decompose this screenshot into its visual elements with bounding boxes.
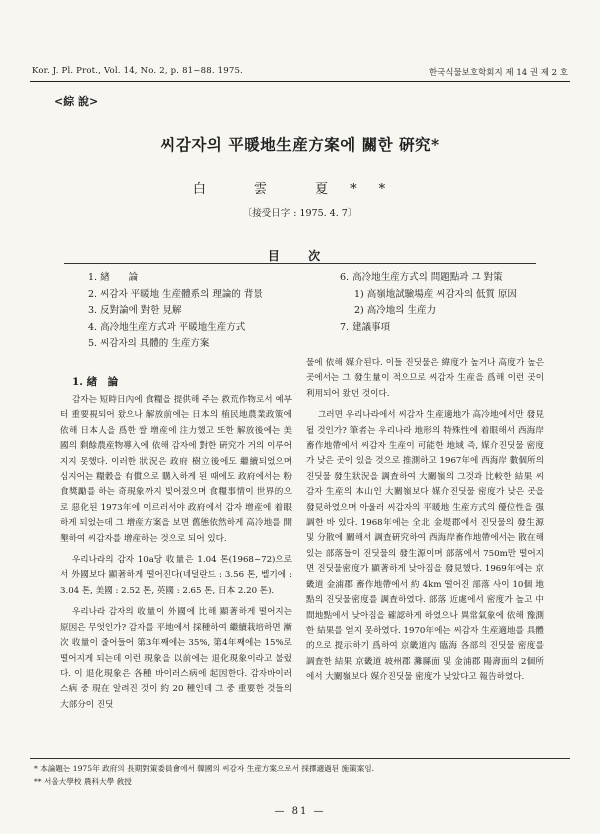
toc-item: 7. 建議事項 <box>340 321 391 333</box>
paragraph: 그러면 우리나라에서 씨감자 生産適地가 高冷地에서만 發見될 것인가? 筆者는 우리나라 地形의 特殊性에 着眼해서 西海岸 畜作地帶에서 씨감자 生産이 可能한 地域 즉, 媒介진딧물 密度가 낮은 곳이 있을 것으로 推測하고 1967年에 西海岸 數個所의 진딧물 發生狀況을 調査하여 大關嶺의 그것과 比較한 結果 씨감자 生産의 本山인 大關嶺보다 媒介진딧물 密度가 낮은 곳을 發見하였으며 아울러 씨감자의 平暖地 生産方式의 優位性을 强調한 바 있다. 1968年에는 全北 金堤郡에서 진딧물의 發生源 및 分散에 關해서 調査硏究하여 西海岸畜作地帶에서는 散在해 있는 部落들이 진딧물의 發生源이며 部落에서 750m만 떨어지면 진딧물密度가 顯著하게 낮아짐을 發見했다. 1969年에는 京畿道 金浦郡 畜作地帶에서 約 4km 떨어진 部落 사이 10個 地點의 진딧물密度를 調査하였다. 部落 近處에서 密度가 높고 中間地點에서 낮아짐을 確認하게 하였으나 異常氣象에 依해 豫測한 結果를 얻지 못하였다. 1970年에는 씨감자 生産適地를 具體的으로 提示하기 爲하여 京畿道內 臨海 各部의 진딧물 密度를 調査한 結果 京畿道 坡州郡 灘縣面 및 金浦郡 陽壽面의 2個所에서 大關嶺보다 媒介진딧물 密度가 낮았다고 報告하였다. <box>306 410 544 683</box>
toc-title: 目 次 <box>267 249 333 263</box>
toc-item: 5. 씨감자의 具體的 生産方案 <box>88 338 210 349</box>
journal-citation: Kor. J. Pl. Prot., Vol. 14, No. 2, p. 81~88. 1975. <box>32 66 243 76</box>
toc-subitem: 2) 高冷地의 生産力 <box>354 305 436 316</box>
left-column <box>60 393 292 713</box>
toc-item: 2. 씨감자 平暖地 生産體系의 理論的 背景 <box>88 288 263 300</box>
paragraph: 우리나라 감자의 收量이 外國에 比해 顯著하게 떨어지는 原因은 무엇인가? 감자를 平地에서 採種하여 繼續栽培하면 漸次 收量이 줄어들어 第3年째에는 35%, 第4年째에는 15%로 떨어지게 되는데 이런 現象을 以前에는 退化現象이라고 불렀다. 이 退化現象은 各種 바이러스病에 起因한다. 감자바이러스病 중 現在 알려진 것이 約 20 種인데 그 중 重要한 것들의 大部分이 진딧 <box>60 607 292 710</box>
toc-item: 3. 反對論에 對한 見解 <box>88 305 182 316</box>
paragraph: 감자는 短時日內에 食糧을 提供해 주는 救荒作物로서 예부터 重要視되어 왔으나 解放前에는 日本의 植民地農業政策에 依해 日本人을 爲한 쌀 增産에 注力했고 또한 解放後에는 美國의 剩餘農産物導入에 依해 감자에 對한 硏究가 거의 이루어지지 못했다. 이러한 狀況은 政府 樹立後에도 繼續되었으며 심지어는 糧穀을 有償으로 購入하게 된 때에도 政府에서는 粉食獎勵를 하는 奇現象까지 빚어졌으며 食糧事情이 世界的으로 惡化된 1973年에 이르러서야 政府에서 감자 增産에 着眼하게 되었는데 그 增産方案을 보면 舊態依然하게 高冷地를 開墾하여 씨감자를 增産하는 것으로 되어 있다. <box>60 395 292 544</box>
paper-title: 씨감자의 平暖地生産方案에 關한 硏究* <box>160 135 440 154</box>
footnote-rule <box>30 758 570 759</box>
toc-item: 6. 高冷地生産方式의 問題點과 그 對策 <box>340 272 503 283</box>
page-number: — 81 — <box>274 806 326 817</box>
toc-left <box>88 270 263 353</box>
paragraph: 물에 依해 媒介된다. 이들 진딧물은 緯度가 높거나 高度가 높은 곳에서는 그 發生量이 적으므로 씨감자 生産을 爲해 이런 곳이 利用되어 왔던 것이다. <box>306 358 544 399</box>
toc-item: 4. 高冷地生産方式과 平暖地生産方式 <box>88 321 246 333</box>
author: 白 雲 夏** <box>192 182 408 197</box>
toc-item: 1. 緖 論 <box>88 272 139 283</box>
paragraph: 우리나라의 감자 10a당 收量은 1.04 톤(1968~72)으로서 外國보다 顯著하게 떨어진다(네덜란드 : 3.56 톤, 벨기에 : 3.04 톤, 美國 : 2.52 톤, 英國 : 2.65 톤, 日本 2.20 톤). <box>60 555 292 596</box>
toc-subitem: 1) 高嶺地試驗場産 씨감자의 低質 原因 <box>354 288 518 300</box>
section-heading: 1. 緖 論 <box>72 376 119 388</box>
header-rule <box>30 81 570 82</box>
journal-korean-title: 한국식물보호학회지 제 14 권 제 2 호 <box>428 68 568 78</box>
toc-rule <box>64 263 536 264</box>
footnote: * 本論題는 1975年 政府의 長期對策委員會에서 韓國의 씨감자 生産方案으로서 採擇適過된 施策案임. <box>34 764 375 773</box>
section-tag: <綜 說> <box>54 95 99 108</box>
right-column <box>306 356 544 686</box>
toc-right <box>340 270 517 336</box>
received-date: 〔接受日字 : 1975. 4. 7〕 <box>242 208 358 219</box>
footnote: ** 서울大學校 農科大學 敎授 <box>34 777 132 786</box>
